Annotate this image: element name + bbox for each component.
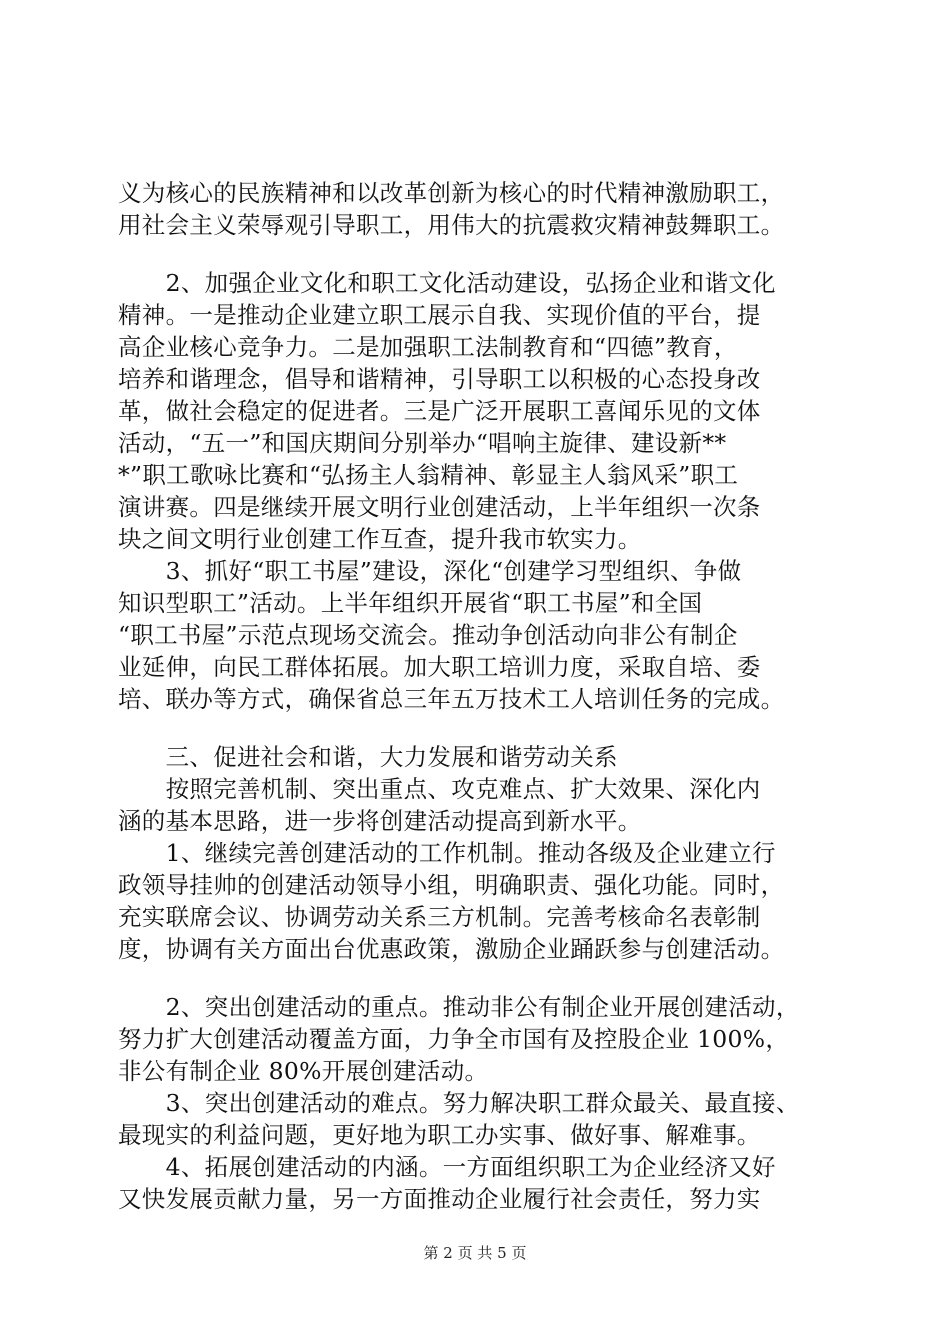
text-line: 业延伸，向民工群体拓展。加大职工培训力度，采取自培、委 <box>118 653 761 681</box>
text-line: 演讲赛。四是继续开展文明行业创建活动，上半年组织一次条 <box>118 493 761 521</box>
text-line: 培养和谐理念，倡导和谐精神，引导职工以积极的心态投身改 <box>118 365 761 393</box>
text-line: 高企业核心竞争力。二是加强职工法制教育和“四德”教育， <box>118 333 738 361</box>
text-line: 2、加强企业文化和职工文化活动建设，弘扬企业和谐文化 <box>118 269 776 297</box>
text-line: 精神。一是推动企业建立职工展示自我、实现价值的平台，提 <box>118 301 761 329</box>
text-line: 最现实的利益问题，更好地为职工办实事、做好事、解难事。 <box>118 1121 761 1149</box>
text-line: 4、拓展创建活动的内涵。一方面组织职工为企业经济又好 <box>118 1153 776 1181</box>
text-line: 活动，“五一”和国庆期间分别举办“唱响主旋律、建设新** <box>118 429 727 457</box>
text-line: *”职工歌咏比赛和“弘扬主人翁精神、彰显主人翁风采”职工 <box>118 461 739 489</box>
text-line: 努力扩大创建活动覆盖方面，力争全市国有及控股企业 100%， <box>118 1025 790 1053</box>
text-line: 培、联办等方式，确保省总三年五万技术工人培训任务的完成。 <box>118 685 785 713</box>
text-line: 按照完善机制、突出重点、攻克难点、扩大效果、深化内 <box>118 775 761 803</box>
text-line: 1、继续完善创建活动的工作机制。推动各级及企业建立行 <box>118 839 776 867</box>
section-heading: 三、促进社会和谐，大力发展和谐劳动关系 <box>118 743 618 771</box>
text-line: 块之间文明行业创建工作互查，提升我市软实力。 <box>118 525 642 553</box>
text-line: 知识型职工”活动。上半年组织开展省“职工书屋”和全国 <box>118 589 703 617</box>
text-line: 充实联席会议、协调劳动关系三方机制。完善考核命名表彰制 <box>118 903 761 931</box>
text-line: 革，做社会稳定的促进者。三是广泛开展职工喜闻乐见的文体 <box>118 397 761 425</box>
text-line: 政领导挂帅的创建活动领导小组，明确职责、强化功能。同时， <box>118 871 785 899</box>
text-line: 3、抓好“职工书屋”建设，深化“创建学习型组织、争做 <box>118 557 742 585</box>
text-line: 2、突出创建活动的重点。推动非公有制企业开展创建活动， <box>118 993 800 1021</box>
page-footer: 第 2 页 共 5 页 <box>423 1244 527 1262</box>
text-line: 涵的基本思路，进一步将创建活动提高到新水平。 <box>118 807 642 835</box>
text-line: 非公有制企业 80%开展创建活动。 <box>118 1057 489 1085</box>
text-line: 3、突出创建活动的难点。努力解决职工群众最关、最直接、 <box>118 1089 800 1117</box>
text-line: 又快发展贡献力量，另一方面推动企业履行社会责任，努力实 <box>118 1185 761 1213</box>
text-line: 度，协调有关方面出台优惠政策，激励企业踊跃参与创建活动。 <box>118 935 785 963</box>
text-line: 用社会主义荣辱观引导职工，用伟大的抗震救灾精神鼓舞职工。 <box>118 211 785 239</box>
text-line: “职工书屋”示范点现场交流会。推动争创活动向非公有制企 <box>118 621 738 649</box>
text-line: 义为核心的民族精神和以改革创新为核心的时代精神激励职工， <box>118 179 785 207</box>
